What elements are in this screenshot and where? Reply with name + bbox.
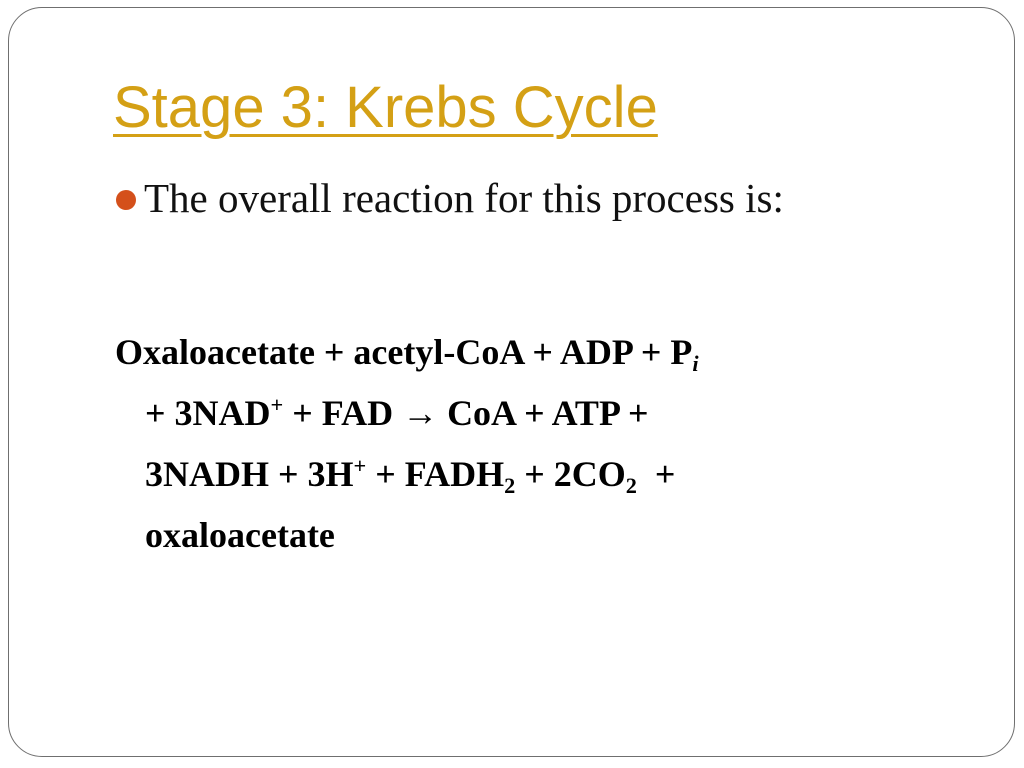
fadh-subscript: 2 bbox=[504, 472, 516, 498]
equation-reactants: Oxaloacetate + acetyl-CoA + ADP + P bbox=[115, 332, 693, 372]
equation-line-4 bbox=[115, 505, 975, 566]
equation-line-2-start: + 3NAD bbox=[145, 393, 271, 433]
bullet-dot-icon bbox=[116, 190, 136, 210]
equation-line-3-start: 3NADH + 3H bbox=[145, 454, 354, 494]
equation-line-3 bbox=[115, 444, 975, 505]
equation-co: + 2CO bbox=[515, 454, 626, 494]
equation-product: oxaloacetate bbox=[145, 515, 335, 555]
phosphate-subscript: i bbox=[692, 350, 699, 376]
equation-fadh: + FADH bbox=[366, 454, 505, 494]
reaction-equation bbox=[115, 322, 975, 566]
bullet-item bbox=[116, 174, 784, 223]
equation-line-2-rest: + FAD → CoA + ATP + bbox=[283, 393, 649, 433]
co2-subscript: 2 bbox=[625, 472, 637, 498]
slide-title: Stage 3: Krebs Cycle bbox=[113, 75, 658, 140]
equation-line-2 bbox=[115, 383, 975, 444]
hydrogen-charge: + bbox=[353, 452, 367, 478]
nad-charge: + bbox=[270, 391, 284, 417]
equation-line-1 bbox=[115, 322, 975, 383]
bullet-text: The overall reaction for this process is: bbox=[144, 175, 784, 221]
equation-line-3-end: + bbox=[636, 454, 676, 494]
